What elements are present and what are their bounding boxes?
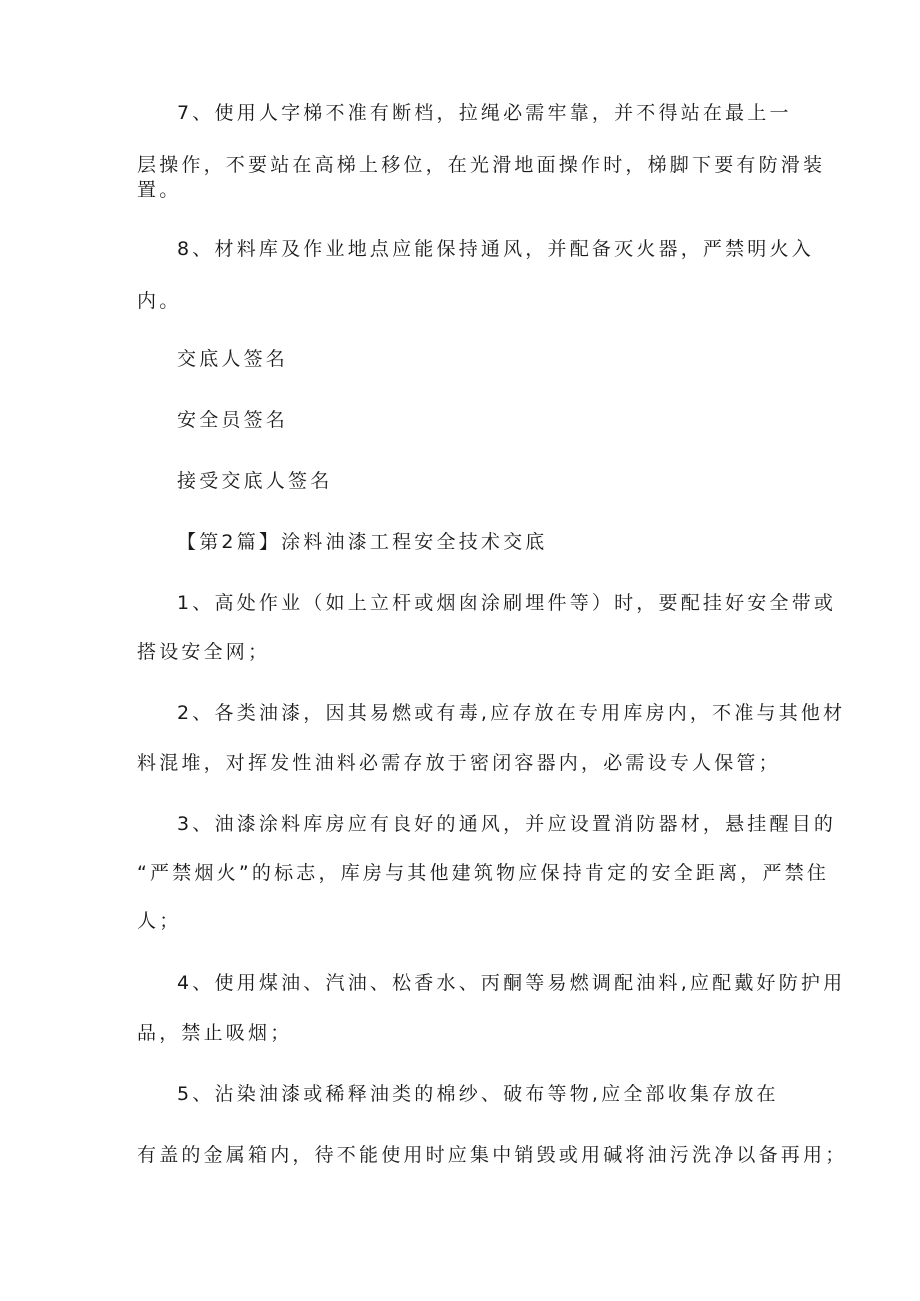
- item-7-line-2: 层操作，不要站在高梯上移位，在光滑地面操作时，梯脚下要有防滑装: [137, 154, 826, 176]
- item-1-line-2: 搭设安全网；: [137, 641, 271, 663]
- item-7-line-1: 7、使用人字梯不准有断档，拉绳必需牢靠，并不得站在最上一: [177, 102, 792, 124]
- item-3-line-2: “严禁烟火”的标志，库房与其他建筑物应保持肯定的安全距离，严禁住: [137, 862, 830, 884]
- item-8-line-2: 内。: [137, 290, 182, 312]
- item-7-line-3: 置。: [137, 179, 182, 201]
- item-4-line-1: 4、使用煤油、汽油、松香水、丙酮等易燃调配油料,应配戴好防护用: [177, 972, 846, 994]
- signature-safety-officer: 安全员签名: [177, 409, 289, 431]
- item-1-line-1: 1、高处作业（如上立杆或烟囱涂刷埋件等）时，要配挂好安全带或: [177, 592, 837, 614]
- item-2-line-1: 2、各类油漆，因其易燃或有毒,应存放在专用库房内，不准与其他材: [177, 702, 846, 724]
- signature-presenter: 交底人签名: [177, 348, 289, 370]
- item-3-line-3: 人；: [137, 910, 182, 932]
- item-2-line-2: 料混堆，对挥发性油料必需存放于密闭容器内，必需设专人保管；: [137, 752, 781, 774]
- item-3-line-1: 3、油漆涂料库房应有良好的通风，并应设置消防器材，悬挂醒目的: [177, 813, 837, 835]
- section-title: 【第2篇】涂料油漆工程安全技术交底: [177, 531, 548, 553]
- item-8-line-1: 8、材料库及作业地点应能保持通风，并配备灭火器，严禁明火入: [177, 238, 814, 260]
- signature-receiver: 接受交底人签名: [177, 470, 333, 492]
- item-5-line-2: 有盖的金属箱内，待不能使用时应集中销毁或用碱将油污洗净以备再用；: [137, 1144, 848, 1166]
- item-5-line-1: 5、沾染油漆或稀释油类的棉纱、破布等物,应全部收集存放在: [177, 1083, 779, 1105]
- item-4-line-2: 品，禁止吸烟；: [137, 1022, 293, 1044]
